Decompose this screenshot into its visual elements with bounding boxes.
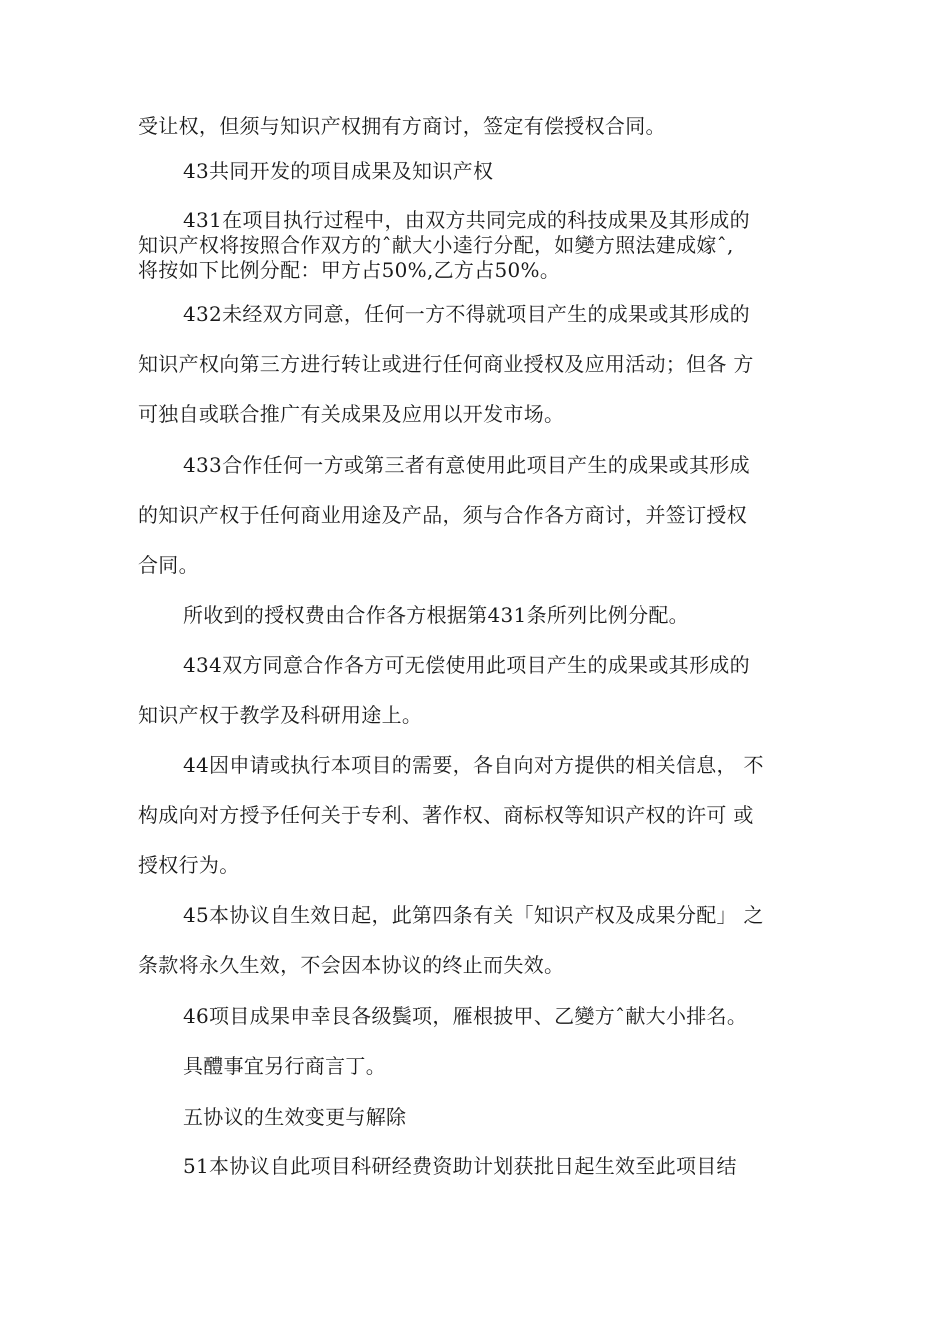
text-line: 434双方同意合作各方可无偿使用此项目产生的成果或其形成的: [183, 653, 750, 677]
text-line: 构成向对方授予任何关于专利、著作权、商标权等知识产权的许可 或: [138, 803, 754, 827]
text-line: 431在项目执行过程中，由双方共同完成的科技成果及其形成的: [183, 208, 750, 232]
text-line: 授权行为。: [138, 853, 240, 877]
text-line: 的知识产权于任何商业用途及产品，须与合作各方商讨，并签订授权: [138, 503, 747, 527]
text-line: 可独自或联合推广有关成果及应用以开发市场。: [138, 402, 565, 426]
text-line: 45本协议自生效日起，此第四条有关「知识产权及成果分配」 之: [183, 903, 764, 927]
text-line: 知识产权于教学及科研用途上。: [138, 703, 423, 727]
text-line: 44因申请或执行本项目的需要，各自向对方提供的相关信息， 不: [183, 753, 764, 777]
text-line: 条款将永久生效，不会因本协议的终止而失效。: [138, 953, 565, 977]
text-line: 具醴事宜另行商言丁。: [183, 1054, 386, 1078]
text-line: 51本协议自此项目科研经费资助计划获批日起生效至此项目结: [183, 1154, 737, 1178]
text-line: 知识产权将按照合作双方的ˆ献大小逵行分配，如變方照法建成嫁ˆ,: [138, 233, 734, 257]
text-line: 受让权，但须与知识产权拥有方商讨，签定有偿授权合同。: [138, 114, 666, 138]
text-line: 将按如下比例分配：甲方占50%,乙方占50%。: [138, 258, 561, 282]
text-line: 知识产权向第三方进行转让或进行任何商业授权及应用活动；但各 方: [138, 352, 754, 376]
text-line: 46项目成果申幸艮各级鬓项，雁根披甲、乙變方ˆ献大小排名。: [183, 1004, 748, 1028]
text-line: 合同。: [138, 553, 199, 577]
text-line: 所收到的授权费由合作各方根据第431条所列比例分配。: [183, 603, 689, 627]
text-line: 432未经双方同意，任何一方不得就项目产生的成果或其形成的: [183, 302, 750, 326]
text-line: 433合作任何一方或第三者有意使用此项目产生的成果或其形成: [183, 453, 750, 477]
section-heading: 43共同开发的项目成果及知识产权: [183, 159, 494, 183]
section-heading: 五协议的生效变更与解除: [183, 1105, 407, 1129]
